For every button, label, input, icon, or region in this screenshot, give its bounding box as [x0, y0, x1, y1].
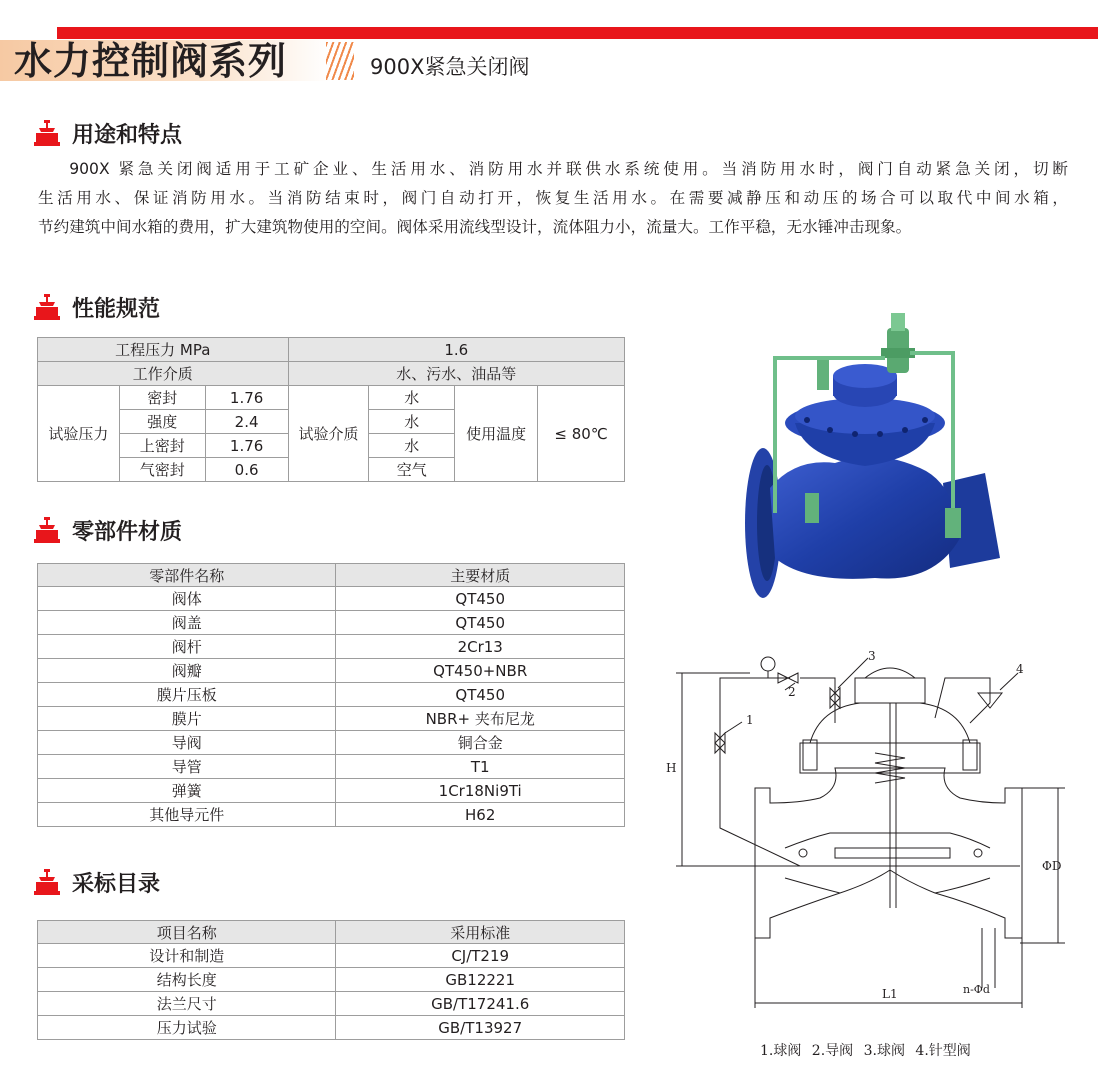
drawing-label-D: ΦD [1042, 859, 1062, 873]
table-row [38, 968, 625, 992]
item-standard: GB12221 [336, 968, 625, 992]
section-performance-title: 性能规范 [72, 296, 161, 322]
test-name: 密封 [119, 386, 205, 410]
test-pressure-label: 试验压力 [38, 386, 120, 482]
test-medium: 水 [369, 434, 455, 458]
usage-paragraph [38, 155, 1068, 242]
table-row [38, 362, 625, 386]
pressure-label: 工程压力 MPa [38, 338, 289, 362]
column-header: 项目名称 [38, 921, 336, 944]
title-stripes-decoration [326, 42, 354, 80]
item-standard: GB/T17241.6 [336, 992, 625, 1016]
column-header: 零部件名称 [38, 564, 336, 587]
section-standards-title: 采标目录 [72, 871, 161, 897]
performance-table [37, 337, 625, 482]
table-row [38, 338, 625, 362]
standards-table [37, 920, 625, 1040]
part-name: 膜片 [38, 707, 336, 731]
part-material: QT450 [336, 683, 625, 707]
drawing-label-H: H [666, 761, 677, 775]
valve-icon [34, 517, 60, 543]
table-row [38, 803, 625, 827]
test-medium-label: 试验介质 [288, 386, 369, 482]
page-title: 水力控制阀系列 [14, 39, 288, 83]
item-name: 压力试验 [38, 1016, 336, 1040]
table-row [38, 755, 625, 779]
table-row [38, 944, 625, 968]
drawing-label-3: 3 [868, 649, 876, 663]
part-name: 其他导元件 [38, 803, 336, 827]
section-standards-heading [34, 866, 160, 898]
item-standard: CJ/T219 [336, 944, 625, 968]
table-row [38, 707, 625, 731]
valve-icon [34, 869, 60, 895]
drawing-legend: 1.球阀 2.导阀 3.球阀 4.针型阀 [760, 1043, 971, 1059]
column-header: 采用标准 [336, 921, 625, 944]
table-row [38, 611, 625, 635]
pressure-value: 1.6 [288, 338, 624, 362]
part-name: 阀杆 [38, 635, 336, 659]
valve-technical-drawing [660, 648, 1098, 1010]
part-name: 弹簧 [38, 779, 336, 803]
page-subtitle: 900X紧急关闭阀 [370, 55, 530, 79]
test-value: 1.76 [205, 386, 288, 410]
materials-table [37, 563, 625, 827]
part-name: 阀瓣 [38, 659, 336, 683]
section-materials-heading [34, 514, 182, 546]
drawing-label-2: 2 [788, 685, 796, 699]
table-row [38, 635, 625, 659]
part-material: 2Cr13 [336, 635, 625, 659]
part-name: 导阀 [38, 731, 336, 755]
item-standard: GB/T13927 [336, 1016, 625, 1040]
table-row [38, 1016, 625, 1040]
part-material: 1Cr18Ni9Ti [336, 779, 625, 803]
header-red-bar [57, 27, 1098, 39]
temp-value: ≤ 80℃ [538, 386, 625, 482]
usage-line-2: 生活用水、保证消防用水。当消防结束时，阀门自动打开，恢复生活用水。在需要减静压和动压的场合可以取代中间水箱， [38, 189, 1068, 207]
section-performance-heading [34, 291, 160, 323]
valve-icon [34, 294, 60, 320]
valve-icon [34, 120, 60, 146]
test-name: 强度 [119, 410, 205, 434]
part-name: 导管 [38, 755, 336, 779]
table-row [38, 683, 625, 707]
table-row [38, 386, 625, 410]
drawing-label-4: 4 [1016, 662, 1024, 676]
column-header: 主要材质 [336, 564, 625, 587]
test-medium: 水 [369, 410, 455, 434]
part-material: NBR+ 夹布尼龙 [336, 707, 625, 731]
part-material: H62 [336, 803, 625, 827]
usage-line-3: 节约建筑中间水箱的费用，扩大建筑物使用的空间。阀体采用流线型设计，流体阻力小，流量大。工作平稳，无水锤冲击现象。 [38, 218, 912, 236]
table-row [38, 731, 625, 755]
usage-line-1: 900X 紧急关闭阀适用于工矿企业、生活用水、消防用水并联供水系统使用。当消防用水时，阀门自动紧急关闭，切断 [69, 160, 1068, 178]
item-name: 设计和制造 [38, 944, 336, 968]
test-value: 1.76 [205, 434, 288, 458]
drawing-label-1: 1 [746, 713, 754, 727]
part-material: QT450+NBR [336, 659, 625, 683]
part-material: QT450 [336, 587, 625, 611]
valve-product-photo [735, 298, 1005, 603]
test-value: 2.4 [205, 410, 288, 434]
item-name: 法兰尺寸 [38, 992, 336, 1016]
drawing-label-L1: L1 [882, 987, 898, 1001]
table-row [38, 779, 625, 803]
test-name: 上密封 [119, 434, 205, 458]
medium-label: 工作介质 [38, 362, 289, 386]
table-row [38, 587, 625, 611]
part-name: 膜片压板 [38, 683, 336, 707]
item-name: 结构长度 [38, 968, 336, 992]
section-materials-title: 零部件材质 [72, 519, 183, 545]
temp-label: 使用温度 [455, 386, 538, 482]
section-usage-heading [34, 117, 182, 149]
part-material: T1 [336, 755, 625, 779]
test-medium: 水 [369, 386, 455, 410]
drawing-label-nd: n-Φd [963, 983, 990, 996]
part-material: QT450 [336, 611, 625, 635]
part-name: 阀体 [38, 587, 336, 611]
table-row [38, 992, 625, 1016]
test-medium: 空气 [369, 458, 455, 482]
table-header-row [38, 921, 625, 944]
table-row [38, 659, 625, 683]
test-name: 气密封 [119, 458, 205, 482]
table-header-row [38, 564, 625, 587]
test-value: 0.6 [205, 458, 288, 482]
medium-value: 水、污水、油品等 [288, 362, 624, 386]
part-material: 铜合金 [336, 731, 625, 755]
part-name: 阀盖 [38, 611, 336, 635]
section-usage-title: 用途和特点 [72, 122, 183, 148]
